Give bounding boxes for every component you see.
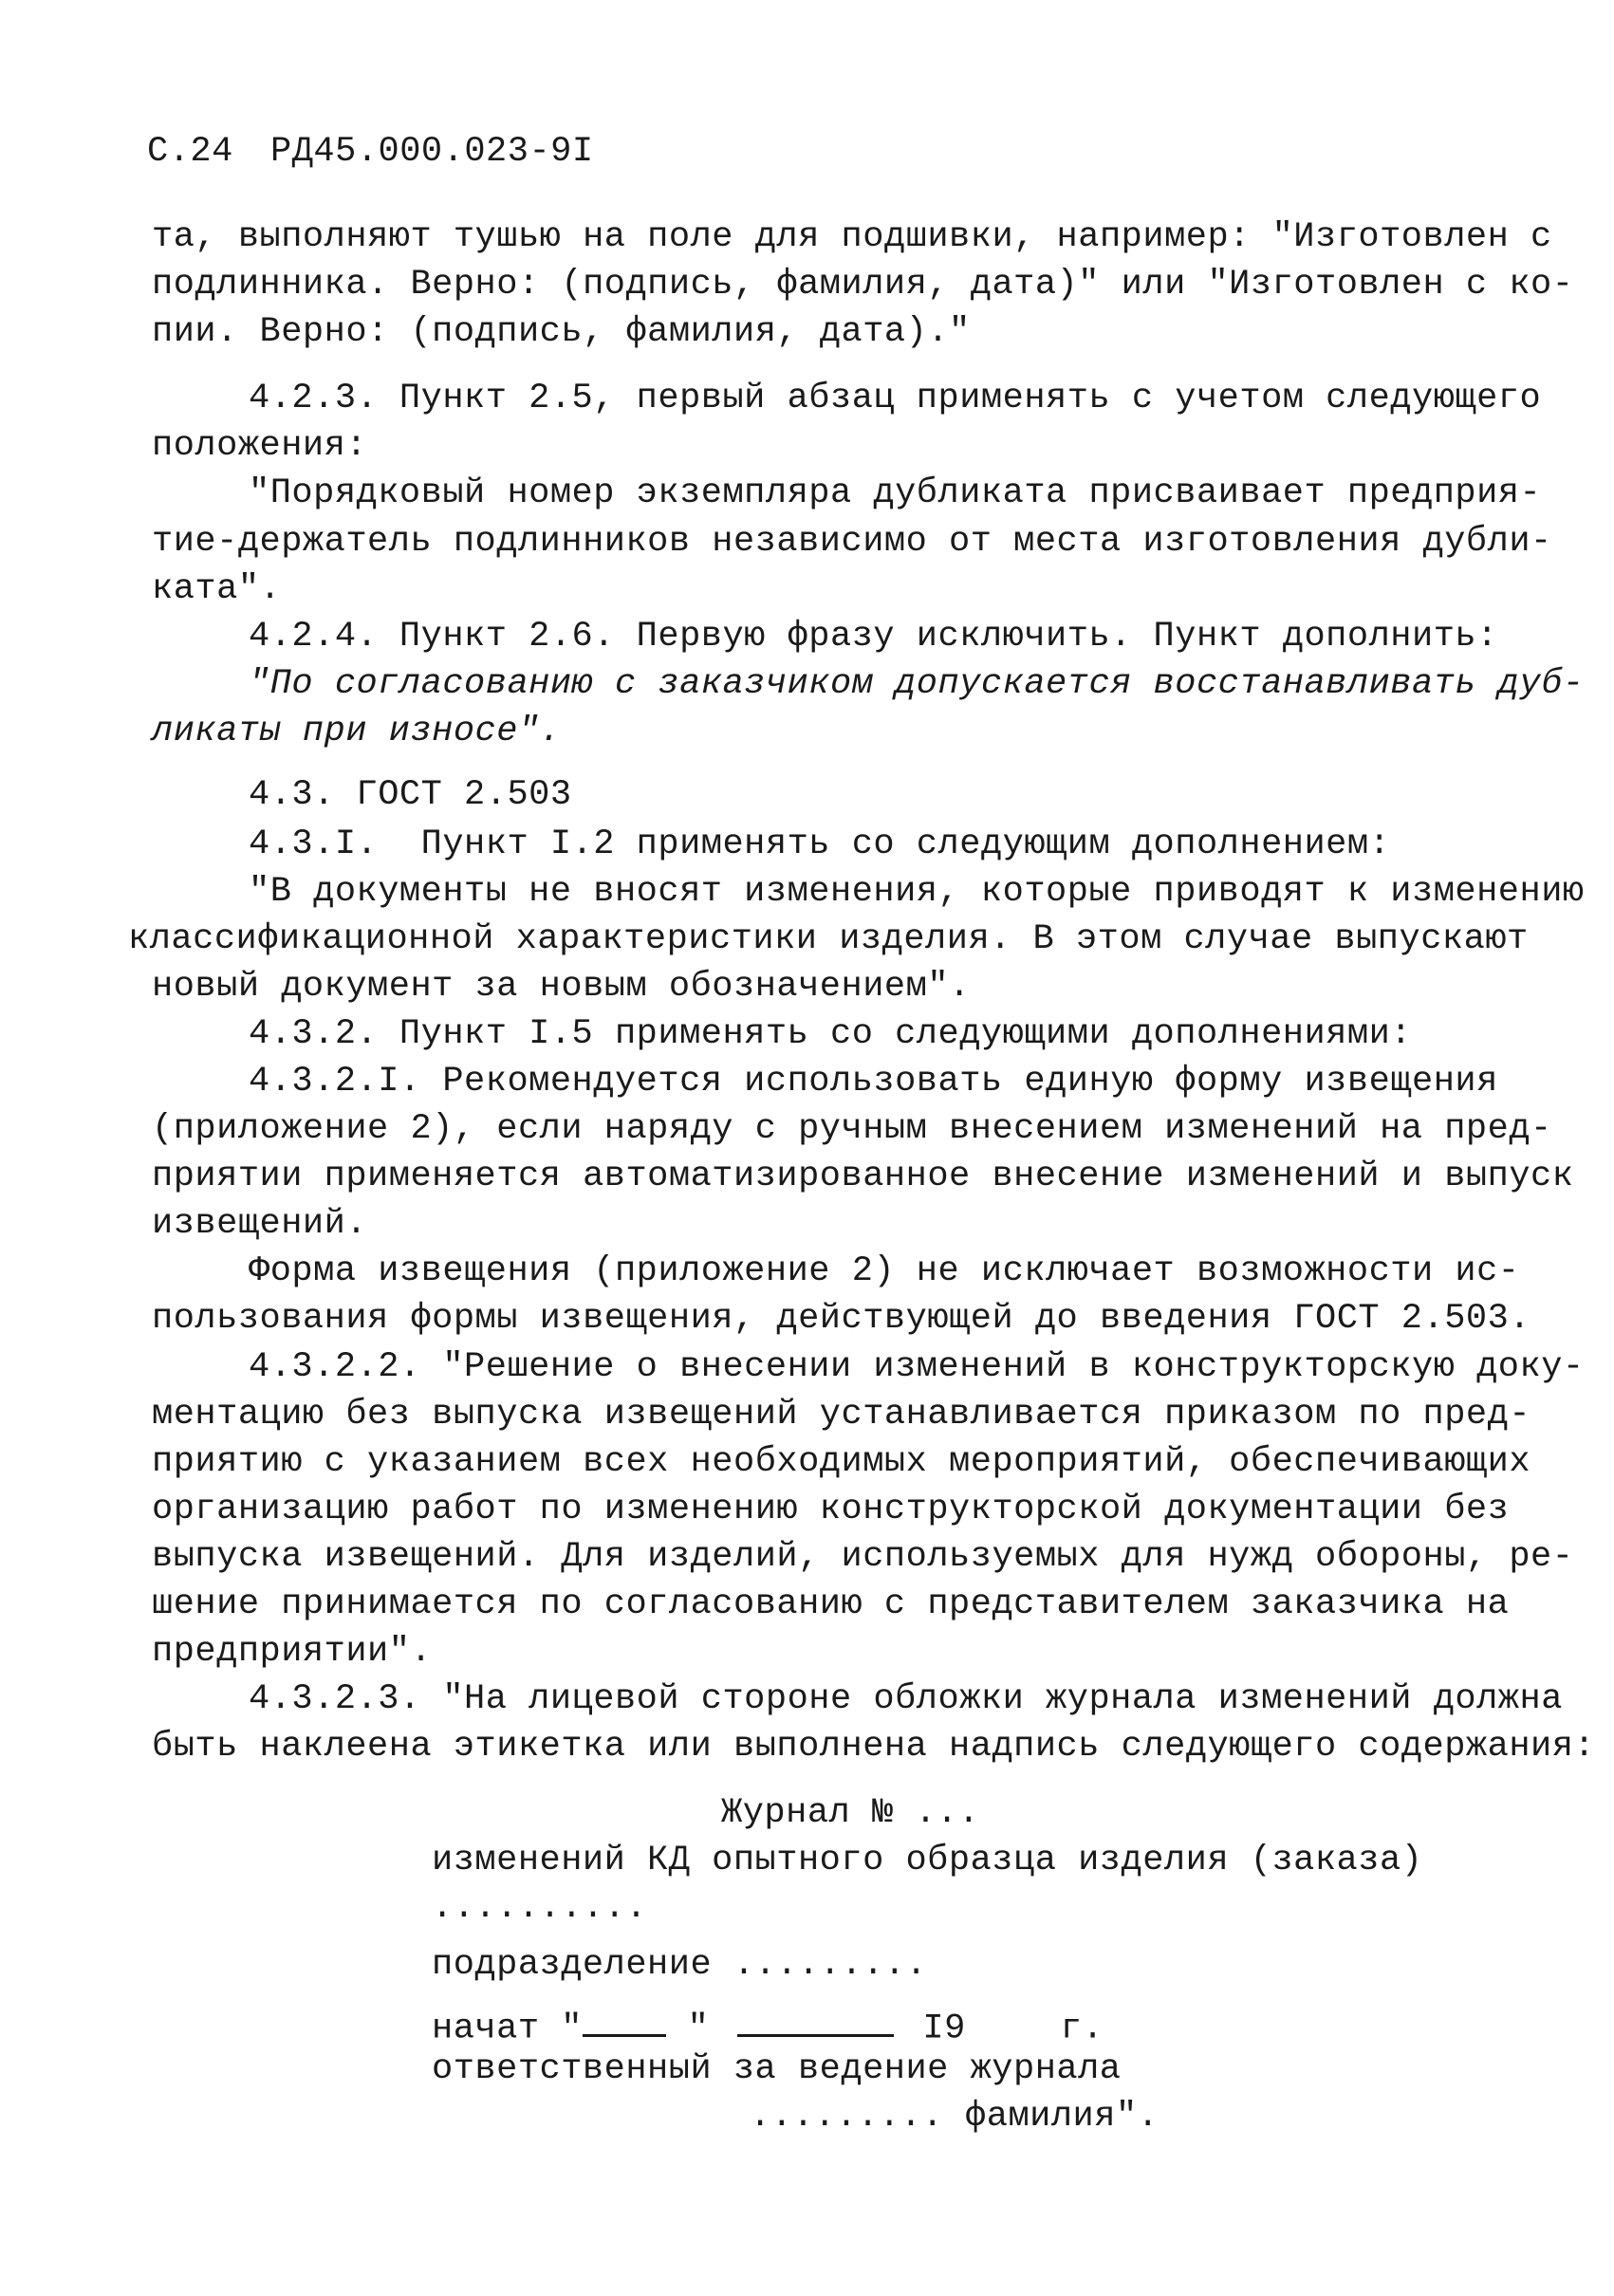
text-line: приятию с указанием всех необходимых мероприятий, обеспечивающих — [152, 1442, 1531, 1482]
text-line: организацию работ по изменению конструкторской документации без — [152, 1490, 1510, 1529]
text-line: положения: — [152, 426, 368, 466]
text-line: тие-держатель подлинников независимо от места изготовления дубли- — [152, 522, 1552, 562]
label-line: ответственный за ведение журнала — [432, 2049, 1122, 2089]
label-started-prefix: начат " — [432, 2009, 583, 2049]
text-line: выпуска извещений. Для изделий, используемых для нужд обороны, ре- — [152, 1537, 1574, 1577]
text-line: 4.3.2.I. Рекомендуется использовать единую форму извещения — [249, 1062, 1498, 1102]
label-started-line — [432, 2003, 1104, 2049]
month-blank — [737, 2003, 894, 2037]
text-line: новый документ за новым обозначением". — [152, 967, 971, 1007]
text-line: ментацию без выпуска извещений устанавливается приказом по пред- — [152, 1395, 1531, 1435]
label-started-quote: " — [665, 2009, 710, 2049]
text-line: 4.2.3. Пункт 2.5, первый абзац применять с учетом следующего — [249, 379, 1542, 418]
section-heading: 4.3. ГОСТ 2.503 — [249, 775, 572, 815]
text-line: приятии применяется автоматизированное внесение изменений и выпуск — [152, 1157, 1574, 1196]
text-line: 4.2.4. Пункт 2.6. Первую фразу исключить. Пункт дополнить: — [249, 617, 1498, 657]
text-line: шение принимается по согласованию с представителем заказчика на — [152, 1584, 1510, 1624]
text-line: быть наклеена этикетка или выполнена надпись следующего содержания: — [152, 1727, 1596, 1767]
text-line: 4.3.2.3. "На лицевой стороне обложки журнала изменений должна — [249, 1679, 1563, 1719]
text-line: (приложение 2), если наряду с ручным внесением изменений на пред- — [152, 1109, 1552, 1149]
label-title: Журнал № ... — [721, 1793, 980, 1833]
label-line: подразделение ......... — [432, 1945, 928, 1985]
label-started-year: I9 — [922, 2009, 966, 2049]
text-line: пии. Верно: (подпись, фамилия, дата)." — [152, 312, 971, 352]
text-line: извещений. — [152, 1204, 368, 1244]
document-code: РД45.000.023-9I — [270, 132, 594, 172]
text-line: 4.3.2.2. "Решение о внесении изменений в конструкторскую доку- — [249, 1347, 1585, 1387]
text-line: та, выполняют тушью на поле для подшивки, например: "Изготовлен с — [152, 217, 1552, 257]
day-blank — [583, 2003, 666, 2037]
text-line: 4.3.2. Пункт I.5 применять со следующими дополнениями: — [249, 1014, 1412, 1054]
text-line: "В документы не вносят изменения, которые приводят к изменению — [249, 872, 1585, 912]
label-line: .......... — [432, 1888, 648, 1928]
label-started-suffix: г. — [1060, 2009, 1104, 2049]
text-line: "По согласованию с заказчиком допускается восстанавливать дуб- — [249, 664, 1585, 704]
page-number: С.24 — [147, 132, 233, 172]
text-line: "Порядковый номер экземпляра дубликата присваивает предприя- — [249, 473, 1542, 513]
text-line: Форма извещения (приложение 2) не исключает возможности ис- — [249, 1251, 1520, 1291]
text-line: подлинника. Верно: (подпись, фамилия, дата)" или "Изготовлен с ко- — [152, 265, 1574, 305]
text-line: 4.3.I. Пункт I.2 применять со следующим дополнением: — [249, 824, 1391, 864]
label-line: изменений КД опытного образца изделия (заказа) — [432, 1841, 1423, 1880]
label-line: ......... фамилия". — [750, 2097, 1159, 2137]
text-line: ликаты при износе". — [152, 712, 562, 751]
text-line: классификационной характеристики изделия. В этом случае выпускают — [128, 919, 1529, 959]
text-line: пользования формы извещения, действующей до введения ГОСТ 2.503. — [152, 1299, 1531, 1339]
text-line: ката". — [152, 569, 282, 609]
text-line: предприятии". — [152, 1632, 433, 1672]
